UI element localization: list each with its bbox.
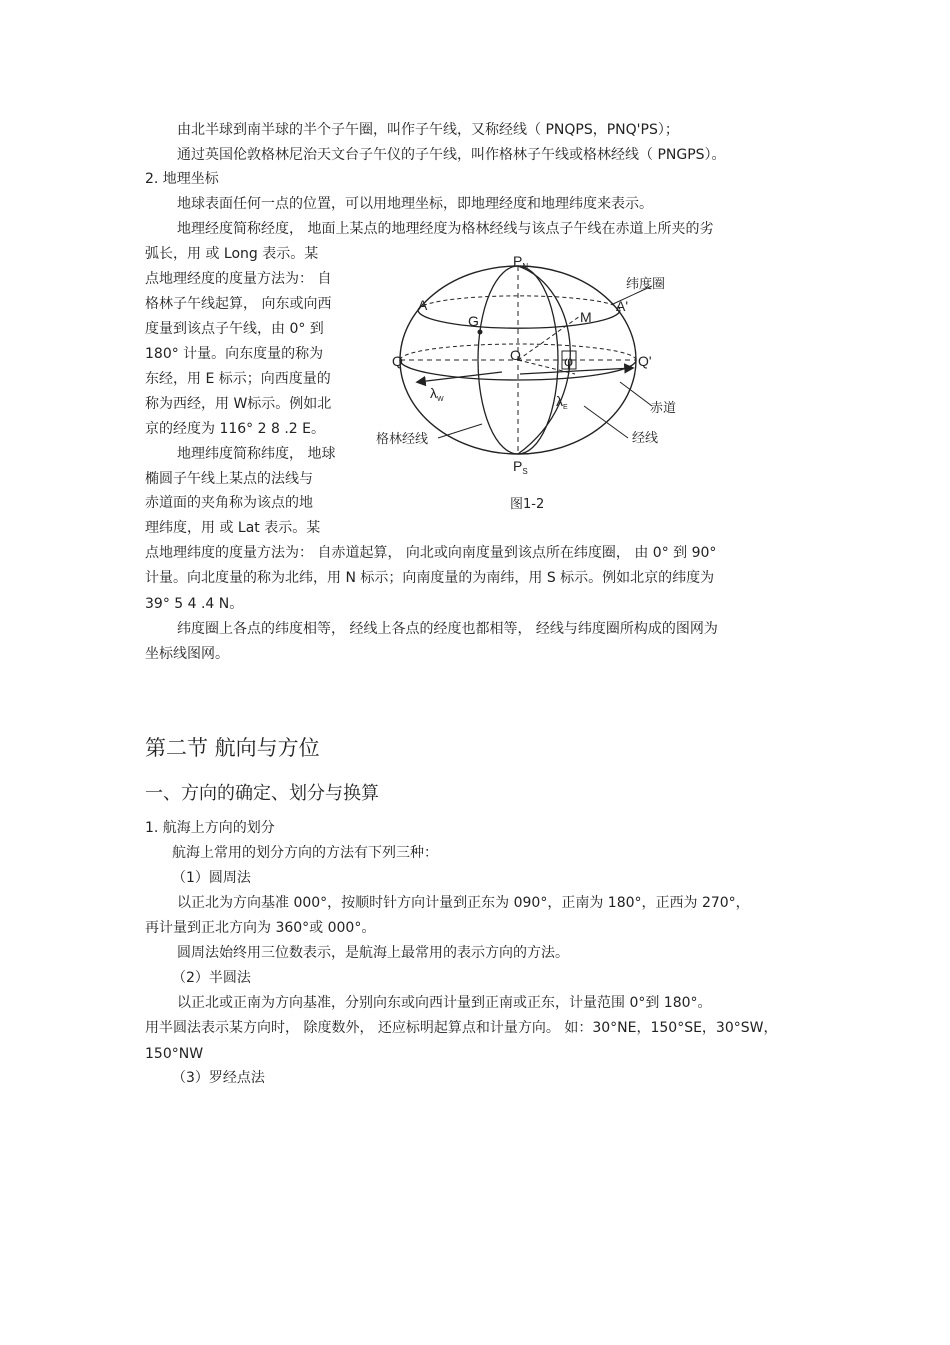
label-meridian: 经线 xyxy=(632,431,659,446)
label-m: M xyxy=(580,309,592,325)
text-line: 称为西经，用 W标示。例如北 xyxy=(145,396,332,412)
leader-greenwich xyxy=(438,424,482,438)
label-equator: 赤道 xyxy=(650,401,677,416)
label-lambda-e: $\lambda_E$ xyxy=(556,393,568,411)
label-lambda-w: $\lambda_W$ xyxy=(430,385,444,403)
globe-figure xyxy=(370,248,700,518)
text-line: 赤道面的夹角称为该点的地 xyxy=(145,495,313,511)
text-line: 用半圆法表示某方向时， 除度数外， 还应标明起算点和计量方向。 如：30°NE，150°SE，30°SW， xyxy=(145,1020,778,1036)
text-line: （2）半圆法 xyxy=(172,970,251,986)
text-line: 39° 5 4 .4 N。 xyxy=(145,596,244,612)
text-line: 点地理经度的度量方法为： 自 xyxy=(145,271,332,287)
label-q-prime: Q' xyxy=(638,353,652,369)
label-latitude-circle: 纬度圈 xyxy=(626,277,666,292)
text-line: 1. 航海上方向的划分 xyxy=(145,820,275,836)
figure-caption: 图1-2 xyxy=(510,497,545,512)
text-line: 坐标线图网。 xyxy=(145,646,229,662)
text-line: 通过英国伦敦格林尼治天文台子午仪的子午线，叫作格林子午线或格林经线（ PNGPS）。 xyxy=(177,147,726,163)
text-line: 点地理纬度的度量方法为： 自赤道起算， 向北或向南度量到该点所在纬度圈， 由 0° 到 90° xyxy=(145,545,717,561)
label-pn: $P_N$ xyxy=(513,253,529,271)
text-line: 圆周法始终用三位数表示，是航海上最常用的表示方向的方法。 xyxy=(177,945,569,961)
text-line: 以正北为方向基准 000°，按顺时针方向计量到正东为 090°，正南为 180°，正西为 270°， xyxy=(177,895,750,911)
text-line: （3）罗经点法 xyxy=(172,1070,265,1086)
label-ps: $P_S$ xyxy=(513,458,528,476)
leader-meridian xyxy=(584,406,628,438)
point-g xyxy=(478,330,483,335)
label-greenwich: 格林经线 xyxy=(376,432,429,447)
text-line: 地理纬度简称纬度， 地球 xyxy=(177,446,336,462)
text-line: 地球表面任何一点的位置，可以用地理坐标，即地理经度和地理纬度来表示。 xyxy=(177,196,653,212)
text-line: 度量到该点子午线，由 0° 到 xyxy=(145,321,324,337)
text-line: 150°NW xyxy=(145,1046,204,1062)
label-a-prime: A' xyxy=(616,298,629,314)
text-line: 弧长，用 或 Long 表示。某 xyxy=(145,246,319,262)
text-line: 理纬度，用 或 Lat 表示。某 xyxy=(145,520,321,536)
label-o: O xyxy=(510,347,521,363)
text-line: 计量。向北度量的称为北纬，用 N 标示；向南度量的为南纬，用 S 标示。例如北京的纬度为 xyxy=(145,570,715,586)
label-phi: φ xyxy=(564,353,574,369)
section-title: 第二节 航向与方位 xyxy=(145,736,320,760)
text-line: （1）圆周法 xyxy=(172,870,251,886)
text-line: 航海上常用的划分方向的方法有下列三种： xyxy=(172,845,438,861)
text-line: 180° 计量。向东度量的称为 xyxy=(145,346,324,362)
label-g: G xyxy=(468,313,479,329)
latitude-circle-back xyxy=(418,296,620,310)
text-line: 东经，用 E 标示；向西度量的 xyxy=(145,371,331,387)
text-line: 地理经度简称经度， 地面上某点的地理经度为格林经线与该点子午线在赤道上所夹的劣 xyxy=(177,221,714,237)
leader-equator xyxy=(620,382,652,406)
text-line: 再计量到正北方向为 360°或 000°。 xyxy=(145,920,376,936)
label-q: Q xyxy=(392,353,403,369)
text-line: 椭圆子午线上某点的法线与 xyxy=(145,471,313,487)
text-line: 纬度圈上各点的纬度相等， 经线上各点的经度也都相等， 经线与纬度圈所构成的图网为 xyxy=(177,621,718,637)
subheading-geo-coordinates: 2. 地理坐标 xyxy=(145,171,219,187)
text-line: 京的经度为 116° 2 8 .2 E。 xyxy=(145,421,325,437)
text-line: 格林子午线起算， 向东或向西 xyxy=(145,296,332,312)
text-line: 由北半球到南半球的半个子午圈，叫作子午线，又称经线（ PNQPS，PNQ'PS）； xyxy=(177,122,679,138)
subsection-title: 一、方向的确定、划分与换算 xyxy=(145,783,379,804)
label-a: A xyxy=(418,297,428,313)
text-line: 以正北或正南为方向基准，分别向东或向西计量到正南或正东，计量范围 0°到 180°。 xyxy=(177,995,712,1011)
